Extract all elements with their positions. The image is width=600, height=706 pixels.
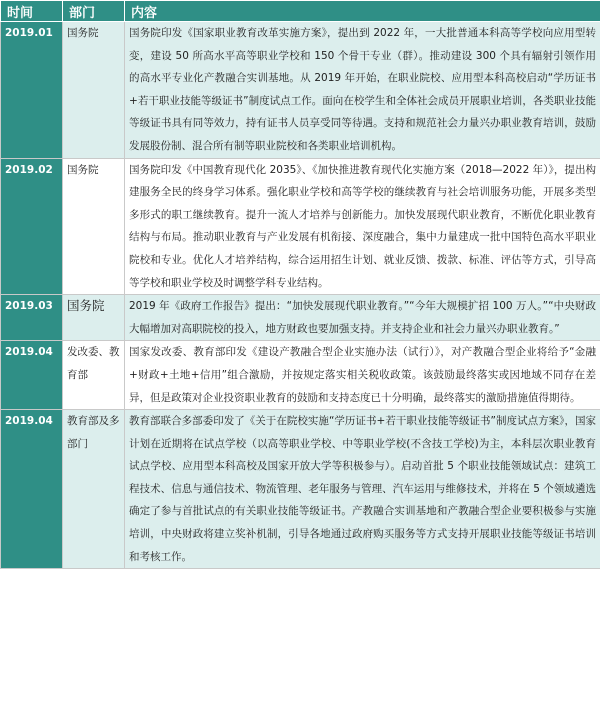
row-content: 教育部联合多部委印发了《关于在院校实施“学历证书+若干职业技能等级证书”制度试点方案》，国家计划在近期将在试点学校（以高等职业学校、中等职业学校(不含技工学校)为主，本科层次职业教育试点学校、应用型本科高校及国家开放大学等积极参与）。启动首批 5 个职业技能领域试点：建筑工程技术、信息与通信技术、物流管理、老年服务与管理、汽车运用与维修技术，并将在 5 个领域遴选确定了参与首批试点的有关职业技能等级证书。产教融合实训基地和产教融合型企业要积极参与实施培训，中央财政将建立奖补机制，引导各地通过政府购买服务等方式支持开展职业技能等级证书培训和考核工作。 [125,410,600,569]
row-content: 国家发改委、教育部印发《建设产教融合型企业实施办法（试行）》，对产教融合型企业将给予“金融+财政+土地+信用”组合激励，并按规定落实相关税收政策。该鼓励最终落实或因地域不同存在差异，但是政策对企业投资职业教育的鼓励和支持态度已十分明确，最终落实的激励措施值得期待。 [125,341,600,410]
row-department: 发改委、教育部 [63,341,125,410]
row-department: 国务院 [63,22,125,159]
table-row [1,22,600,159]
table-row [1,341,600,410]
table-header-row [1,1,600,22]
row-content: 国务院印发《中国教育现代化 2035》、《加快推进教育现代化实施方案（2018—2022 年）》，提出构建服务全民的终身学习体系。强化职业学校和高等学校的继续教育与社会培训服务功能，开展多类型多形式的职工继续教育。提升一流人才培养与创新能力。加快发展现代职业教育，不断优化职业教育结构与布局。推动职业教育与产业发展有机衔接、深度融合，集中力量建成一批中国特色高水平职业院校和专业。优化人才培养结构，综合运用招生计划、就业反馈、拨款、标准、评估等方式，引导高等学校和职业学校及时调整学科专业结构。 [125,158,600,295]
row-department: 教育部及多部门 [63,410,125,569]
row-content: 国务院印发《国家职业教育改革实施方案》，提出到 2022 年，一大批普通本科高等学校向应用型转变，建设 50 所高水平高等职业学校和 150 个骨干专业（群）。推动建设 300 个具有辐射引领作用的高水平专业化产教融合实训基地。从 2019 年开始，在职业院校、应用型本科高校启动“学历证书+若干职业技能等级证书”制度试点工作。面向在校学生和全体社会成员开展职业培训，各类职业技能等级证书具有同等效力，持有证书人员享受同等待遇。支持和规范社会力量兴办职业教育培训，鼓励发展股份制、混合所有制等职业院校和各类职业培训机构。 [125,22,600,159]
header-department: 部门 [63,1,125,22]
row-date: 2019.04 [1,410,63,569]
row-content: 2019 年《政府工作报告》提出：“加快发展现代职业教育。”“今年大规模扩招 100 万人。”“中央财政大幅增加对高职院校的投入，地方财政也要加强支持。并支持企业和社会力量兴办职业教育。” [125,295,600,341]
row-department: 国务院 [63,295,125,341]
header-content: 内容 [125,1,600,22]
row-department: 国务院 [63,158,125,295]
row-date: 2019.01 [1,22,63,159]
table-row [1,158,600,295]
row-date: 2019.04 [1,341,63,410]
row-date: 2019.03 [1,295,63,341]
header-time: 时间 [1,1,63,22]
table-row [1,295,600,341]
row-date: 2019.02 [1,158,63,295]
table-row [1,410,600,569]
